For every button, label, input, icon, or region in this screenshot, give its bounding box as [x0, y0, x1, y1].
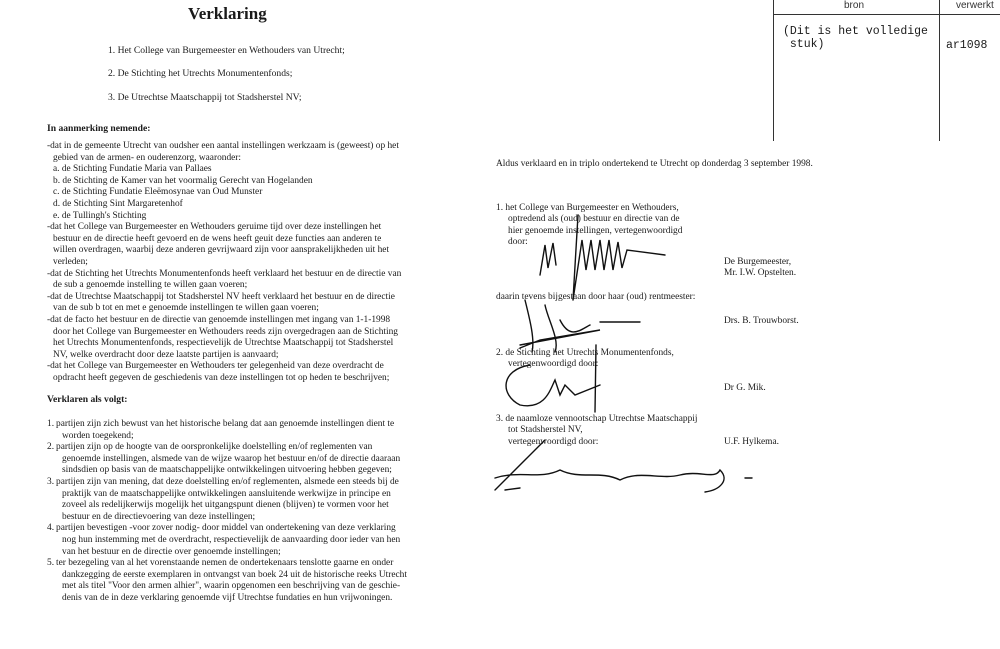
considering-line: gebied van de armen- en ouderenzorg, waaronder: [53, 152, 242, 163]
signatory-line: 3. de naamloze vennootschap Utrechtse Maatschappij [496, 414, 698, 424]
considering-line: bestuur en de directie heeft gevoerd en de wens heeft geuit deze functies aan anderen te [53, 233, 382, 244]
bron-line: (Dit is het volledige [783, 25, 928, 38]
considering-heading: In aanmerking nemende: [47, 123, 151, 134]
name-line: Mr. I.W. Opstelten. [724, 268, 797, 279]
column-header-verwerkt: verwerkt [956, 0, 994, 11]
considering-line: verleden; [53, 256, 88, 267]
divider [939, 0, 940, 141]
considering-line: -dat de Utrechtse Maatschappij tot Stadsherstel NV heeft verklaard het bestuur en de directie [47, 291, 395, 302]
considering-line: d. de Stichting Sint Margaretenhof [53, 198, 183, 209]
declaration-line: nog hun instemming met de overdracht, respectievelijk de aanvaarding door ieder van hen [62, 534, 401, 545]
item-number: 2. [47, 442, 55, 453]
signatory-1-name [724, 257, 796, 280]
signature-trouwborst [520, 300, 640, 352]
archive-stamp-table [773, 0, 1000, 141]
considering-line: b. de Stichting de Kamer van het voormalig Gerecht van Hogelanden [53, 175, 313, 186]
signatory-line: door: [508, 237, 528, 248]
signatory-3-text [496, 414, 698, 448]
considering-line: e. de Tullingh's Stichting [53, 210, 147, 221]
declaration-line: denis van de in deze verklaring genoemde vijf Utrechtse fundaties en hun vrijwoningen. [62, 592, 393, 603]
declaration-line: praktijk van de maatschappelijke ontwikkelingen aansluitende werkwijze in principe en [62, 488, 391, 499]
considering-line: -dat de Stichting het Utrechts Monumentenfonds heeft verklaard het bestuur en de directie van [47, 268, 402, 279]
considering-line: a. de Stichting Fundatie Maria van Pallaes [53, 164, 212, 175]
party-2: 2. De Stichting het Utrechts Monumentenfonds; [108, 68, 293, 79]
signatory-line: 1. het College van Burgemeester en Wethouders, [496, 203, 679, 213]
name-line: De Burgemeester, [724, 257, 792, 267]
item-number: 5. [47, 558, 55, 569]
signatory-line: vertegenwoordigd door: [508, 436, 599, 447]
considering-list [47, 141, 447, 384]
item-number: 3. [47, 476, 55, 487]
document-title: Verklaring [188, 4, 267, 23]
declaration-line: bestuur en de directievoering van deze instellingen; [62, 511, 256, 522]
declaration-line: genoemde instellingen, alsmede van de wijze waarop het bestuur en/of de directie daaraan [62, 453, 401, 464]
bron-line: stuk) [783, 38, 825, 51]
declaration-item [47, 419, 447, 442]
declaration-line: worden toegekend; [62, 430, 134, 441]
declaration-item [47, 523, 447, 558]
party-1: 1. Het College van Burgemeester en Wethouders van Utrecht; [108, 45, 345, 56]
declaration-line: partijen zijn van mening, dat deze doelstelling en/of reglementen, alsmede een steeds bij de [56, 476, 399, 487]
declarations-list [47, 419, 447, 605]
bron-note [783, 25, 928, 51]
party-3: 3. De Utrechtse Maatschappij tot Stadsherstel NV; [108, 92, 302, 103]
signatory-2-text [496, 348, 674, 371]
item-number: 4. [47, 523, 55, 534]
declaration-line: sindsdien op basis van de maatschappelijke ontwikkelingen uitvoering hebben gegeven; [62, 465, 392, 476]
signatory-line: 2. de Stichting het Utrechts Monumentenfonds, [496, 348, 674, 358]
considering-line: door het College van Burgemeester en Wethouders reeds zijn overgedragen aan de Stichting [53, 326, 398, 337]
declaration-line: partijen zijn op de hoogte van de oorspronkelijke doelstelling en/of reglementen van [56, 442, 373, 453]
considering-line: NV, welke overdracht door deze laatste partijen is aanvaard; [53, 349, 279, 360]
declaration-item [47, 558, 447, 604]
declaration-line: ter bezegeling van al het vorenstaande nemen de ondertekenaars tenslotte gaarne en onder [56, 558, 394, 569]
considering-line: van de sub b tot en met e genoemde instellingen te willen gaan voeren; [53, 303, 319, 314]
item-number: 1. [47, 419, 55, 429]
considering-line: -dat in de gemeente Utrecht van oudsher een aantal instellingen werkzaam is (geweest) op het [47, 141, 399, 151]
considering-line: willen overdragen, waarbij deze anderen gevrijwaard zijn voor aansprakelijkheden uit het [53, 245, 390, 256]
signatory-1b-text: daarin tevens bijgestaan door haar (oud) rentmeester: [496, 292, 696, 302]
considering-line: het Utrechts Monumentenfonds, respectievelijk de Utrechtse Maatschappij tot Stadsherstel [53, 338, 394, 349]
signatory-line: vertegenwoordigd door: [508, 359, 599, 370]
divider [774, 14, 1000, 15]
declare-heading: Verklaren als volgt: [47, 394, 128, 405]
considering-line: -dat het College van Burgemeester en Wethouders ter gelegenheid van deze overdracht de [47, 361, 384, 372]
signatory-line: optredend als (oud) bestuur en directie van de [508, 214, 680, 225]
declaration-item [47, 477, 447, 523]
declaration-line: van het bestuur en de directie over genoemde instellingen; [62, 546, 281, 557]
considering-line: -dat de facto het bestuur en de directie van genoemde instellingen met ingang van 1-1-1998 [47, 314, 391, 325]
declaration-line: met als titel "Voor den armen alhier", waarin opgenomen een beschrijving van de geschie- [62, 581, 401, 592]
declaration-line: zoveel als redelijkerwijs mogelijk het uitgangspunt dienen (blijven) te vormen voor het [62, 500, 389, 511]
signatory-1b-name: Drs. B. Trouwborst. [724, 316, 799, 326]
declaration-line: partijen bevestigen -voor zover nodig- door middel van ondertekening van deze verklaring [56, 523, 396, 534]
declaration-line: dankzegging de eerste exemplaren in ontvangst van boek 24 uit de historische reeks Utrecht [62, 569, 407, 580]
column-header-bron: bron [844, 0, 865, 11]
considering-line: de sub a genoemde instelling te willen gaan voeren; [53, 280, 248, 291]
signatory-line: hier genoemde instellingen, vertegenwoordigd [508, 225, 683, 236]
closing-statement: Aldus verklaard en in triplo ondertekend te Utrecht op donderdag 3 september 1998. [496, 159, 813, 169]
verwerkt-value: ar1098 [946, 39, 988, 52]
signatory-2-name: Dr G. Mik. [724, 383, 766, 393]
signatory-line: tot Stadsherstel NV, [508, 425, 583, 436]
considering-line: c. de Stichting Fundatie Eleëmosynae van Oud Munster [53, 187, 263, 198]
considering-line: -dat het College van Burgemeester en Wethouders geruime tijd over deze instellingen het [47, 222, 382, 233]
signatory-1-text [496, 203, 682, 249]
declaration-line: partijen zijn zich bewust van het historische belang dat aan genoemde instellingen dient te [56, 419, 395, 429]
signatory-3-name: U.F. Hylkema. [724, 437, 779, 447]
considering-line: opdracht heeft gegeven de geschiedenis van deze instellingen tot op heden te beschrijven; [53, 372, 390, 383]
declaration-item [47, 442, 447, 477]
